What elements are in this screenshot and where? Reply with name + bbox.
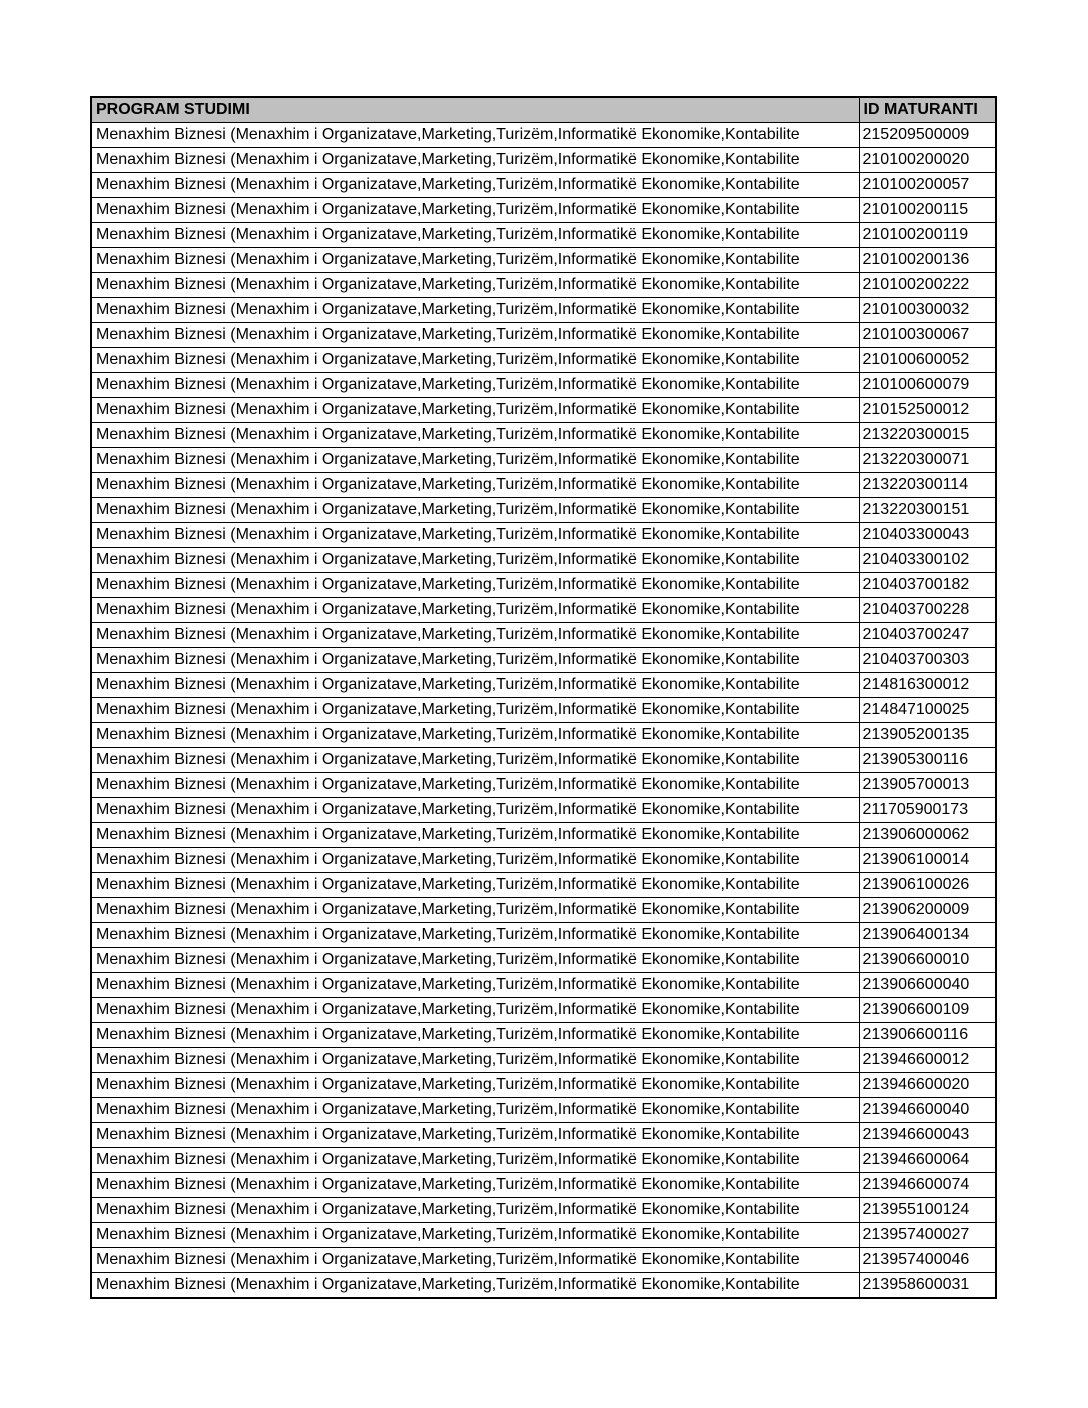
table-row bbox=[91, 923, 996, 948]
table-row bbox=[91, 748, 996, 773]
table-row bbox=[91, 198, 996, 223]
program-cell: Menaxhim Biznesi (Menaxhim i Organizatave,Marketing,Turizëm,Informatikë Ekonomike,Kontabilite bbox=[91, 548, 859, 573]
table-row bbox=[91, 298, 996, 323]
student-id-cell: 213905300116 bbox=[859, 748, 996, 773]
student-id-cell: 210100200222 bbox=[859, 273, 996, 298]
program-cell: Menaxhim Biznesi (Menaxhim i Organizatave,Marketing,Turizëm,Informatikë Ekonomike,Kontabilite bbox=[91, 1273, 859, 1299]
student-id-cell: 210403300102 bbox=[859, 548, 996, 573]
student-id-cell: 213906100026 bbox=[859, 873, 996, 898]
student-id-cell: 213946600043 bbox=[859, 1123, 996, 1148]
student-id-cell: 213220300151 bbox=[859, 498, 996, 523]
table-row bbox=[91, 998, 996, 1023]
student-id-cell: 213906600116 bbox=[859, 1023, 996, 1048]
student-id-cell: 213957400027 bbox=[859, 1223, 996, 1248]
table-row bbox=[91, 273, 996, 298]
program-cell: Menaxhim Biznesi (Menaxhim i Organizatave,Marketing,Turizëm,Informatikë Ekonomike,Kontabilite bbox=[91, 1173, 859, 1198]
student-id-cell: 213946600020 bbox=[859, 1073, 996, 1098]
student-id-cell: 211705900173 bbox=[859, 798, 996, 823]
table-row bbox=[91, 798, 996, 823]
student-id-cell: 213906400134 bbox=[859, 923, 996, 948]
program-cell: Menaxhim Biznesi (Menaxhim i Organizatave,Marketing,Turizëm,Informatikë Ekonomike,Kontabilite bbox=[91, 223, 859, 248]
table-row bbox=[91, 1123, 996, 1148]
program-cell: Menaxhim Biznesi (Menaxhim i Organizatave,Marketing,Turizëm,Informatikë Ekonomike,Kontabilite bbox=[91, 998, 859, 1023]
program-cell: Menaxhim Biznesi (Menaxhim i Organizatave,Marketing,Turizëm,Informatikë Ekonomike,Kontabilite bbox=[91, 298, 859, 323]
student-id-cell: 210100600079 bbox=[859, 373, 996, 398]
table-row bbox=[91, 323, 996, 348]
student-id-cell: 210100200057 bbox=[859, 173, 996, 198]
table-row bbox=[91, 523, 996, 548]
program-cell: Menaxhim Biznesi (Menaxhim i Organizatave,Marketing,Turizëm,Informatikë Ekonomike,Kontabilite bbox=[91, 448, 859, 473]
student-id-cell: 213946600012 bbox=[859, 1048, 996, 1073]
student-id-cell: 210100200136 bbox=[859, 248, 996, 273]
column-header-id: ID MATURANTI bbox=[859, 97, 996, 123]
student-id-cell: 210403300043 bbox=[859, 523, 996, 548]
program-cell: Menaxhim Biznesi (Menaxhim i Organizatave,Marketing,Turizëm,Informatikë Ekonomike,Kontabilite bbox=[91, 823, 859, 848]
column-header-program: PROGRAM STUDIMI bbox=[91, 97, 859, 123]
table-row bbox=[91, 598, 996, 623]
program-cell: Menaxhim Biznesi (Menaxhim i Organizatave,Marketing,Turizëm,Informatikë Ekonomike,Kontabilite bbox=[91, 248, 859, 273]
student-id-cell: 213958600031 bbox=[859, 1273, 996, 1299]
table-row bbox=[91, 498, 996, 523]
table-row bbox=[91, 173, 996, 198]
program-cell: Menaxhim Biznesi (Menaxhim i Organizatave,Marketing,Turizëm,Informatikë Ekonomike,Kontabilite bbox=[91, 473, 859, 498]
table-row bbox=[91, 248, 996, 273]
student-id-cell: 210100300032 bbox=[859, 298, 996, 323]
program-cell: Menaxhim Biznesi (Menaxhim i Organizatave,Marketing,Turizëm,Informatikë Ekonomike,Kontabilite bbox=[91, 1023, 859, 1048]
student-id-cell: 213905200135 bbox=[859, 723, 996, 748]
program-cell: Menaxhim Biznesi (Menaxhim i Organizatave,Marketing,Turizëm,Informatikë Ekonomike,Kontabilite bbox=[91, 948, 859, 973]
program-cell: Menaxhim Biznesi (Menaxhim i Organizatave,Marketing,Turizëm,Informatikë Ekonomike,Kontabilite bbox=[91, 373, 859, 398]
program-cell: Menaxhim Biznesi (Menaxhim i Organizatave,Marketing,Turizëm,Informatikë Ekonomike,Kontabilite bbox=[91, 348, 859, 373]
student-id-cell: 213955100124 bbox=[859, 1198, 996, 1223]
table-row bbox=[91, 673, 996, 698]
program-cell: Menaxhim Biznesi (Menaxhim i Organizatave,Marketing,Turizëm,Informatikë Ekonomike,Kontabilite bbox=[91, 173, 859, 198]
program-cell: Menaxhim Biznesi (Menaxhim i Organizatave,Marketing,Turizëm,Informatikë Ekonomike,Kontabilite bbox=[91, 123, 859, 148]
program-cell: Menaxhim Biznesi (Menaxhim i Organizatave,Marketing,Turizëm,Informatikë Ekonomike,Kontabilite bbox=[91, 323, 859, 348]
student-id-cell: 210100200119 bbox=[859, 223, 996, 248]
table-row bbox=[91, 348, 996, 373]
program-cell: Menaxhim Biznesi (Menaxhim i Organizatave,Marketing,Turizëm,Informatikë Ekonomike,Kontabilite bbox=[91, 773, 859, 798]
table-row bbox=[91, 373, 996, 398]
student-id-cell: 210100200115 bbox=[859, 198, 996, 223]
student-id-cell: 210403700247 bbox=[859, 623, 996, 648]
student-id-cell: 213906200009 bbox=[859, 898, 996, 923]
program-cell: Menaxhim Biznesi (Menaxhim i Organizatave,Marketing,Turizëm,Informatikë Ekonomike,Kontabilite bbox=[91, 1223, 859, 1248]
table-row bbox=[91, 773, 996, 798]
program-cell: Menaxhim Biznesi (Menaxhim i Organizatave,Marketing,Turizëm,Informatikë Ekonomike,Kontabilite bbox=[91, 1148, 859, 1173]
program-cell: Menaxhim Biznesi (Menaxhim i Organizatave,Marketing,Turizëm,Informatikë Ekonomike,Kontabilite bbox=[91, 1098, 859, 1123]
table-row bbox=[91, 1073, 996, 1098]
table-row bbox=[91, 223, 996, 248]
program-cell: Menaxhim Biznesi (Menaxhim i Organizatave,Marketing,Turizëm,Informatikë Ekonomike,Kontabilite bbox=[91, 1048, 859, 1073]
table-row bbox=[91, 1148, 996, 1173]
table-row bbox=[91, 973, 996, 998]
program-cell: Menaxhim Biznesi (Menaxhim i Organizatave,Marketing,Turizëm,Informatikë Ekonomike,Kontabilite bbox=[91, 698, 859, 723]
table-row bbox=[91, 623, 996, 648]
student-id-cell: 213220300015 bbox=[859, 423, 996, 448]
table-row bbox=[91, 423, 996, 448]
program-cell: Menaxhim Biznesi (Menaxhim i Organizatave,Marketing,Turizëm,Informatikë Ekonomike,Kontabilite bbox=[91, 423, 859, 448]
program-cell: Menaxhim Biznesi (Menaxhim i Organizatave,Marketing,Turizëm,Informatikë Ekonomike,Kontabilite bbox=[91, 1198, 859, 1223]
student-id-cell: 213220300114 bbox=[859, 473, 996, 498]
student-id-cell: 213946600074 bbox=[859, 1173, 996, 1198]
table-row bbox=[91, 448, 996, 473]
program-cell: Menaxhim Biznesi (Menaxhim i Organizatave,Marketing,Turizëm,Informatikë Ekonomike,Kontabilite bbox=[91, 398, 859, 423]
document-page bbox=[90, 96, 995, 1299]
program-cell: Menaxhim Biznesi (Menaxhim i Organizatave,Marketing,Turizëm,Informatikë Ekonomike,Kontabilite bbox=[91, 573, 859, 598]
program-cell: Menaxhim Biznesi (Menaxhim i Organizatave,Marketing,Turizëm,Informatikë Ekonomike,Kontabilite bbox=[91, 848, 859, 873]
table-row bbox=[91, 873, 996, 898]
student-id-cell: 213220300071 bbox=[859, 448, 996, 473]
student-id-cell: 213906000062 bbox=[859, 823, 996, 848]
table-row bbox=[91, 1198, 996, 1223]
student-id-cell: 213946600064 bbox=[859, 1148, 996, 1173]
program-cell: Menaxhim Biznesi (Menaxhim i Organizatave,Marketing,Turizëm,Informatikë Ekonomike,Kontabilite bbox=[91, 723, 859, 748]
program-cell: Menaxhim Biznesi (Menaxhim i Organizatave,Marketing,Turizëm,Informatikë Ekonomike,Kontabilite bbox=[91, 748, 859, 773]
program-cell: Menaxhim Biznesi (Menaxhim i Organizatave,Marketing,Turizëm,Informatikë Ekonomike,Kontabilite bbox=[91, 648, 859, 673]
table-row bbox=[91, 123, 996, 148]
table-row bbox=[91, 823, 996, 848]
table-row bbox=[91, 148, 996, 173]
program-cell: Menaxhim Biznesi (Menaxhim i Organizatave,Marketing,Turizëm,Informatikë Ekonomike,Kontabilite bbox=[91, 523, 859, 548]
table-row bbox=[91, 473, 996, 498]
table-row bbox=[91, 548, 996, 573]
student-id-cell: 213905700013 bbox=[859, 773, 996, 798]
table-row bbox=[91, 948, 996, 973]
student-id-cell: 210152500012 bbox=[859, 398, 996, 423]
table-row bbox=[91, 898, 996, 923]
program-cell: Menaxhim Biznesi (Menaxhim i Organizatave,Marketing,Turizëm,Informatikë Ekonomike,Kontabilite bbox=[91, 898, 859, 923]
table-row bbox=[91, 1273, 996, 1299]
program-cell: Menaxhim Biznesi (Menaxhim i Organizatave,Marketing,Turizëm,Informatikë Ekonomike,Kontabilite bbox=[91, 673, 859, 698]
table-row bbox=[91, 1023, 996, 1048]
student-id-cell: 213906600109 bbox=[859, 998, 996, 1023]
program-cell: Menaxhim Biznesi (Menaxhim i Organizatave,Marketing,Turizëm,Informatikë Ekonomike,Kontabilite bbox=[91, 973, 859, 998]
student-id-cell: 210403700228 bbox=[859, 598, 996, 623]
program-cell: Menaxhim Biznesi (Menaxhim i Organizatave,Marketing,Turizëm,Informatikë Ekonomike,Kontabilite bbox=[91, 148, 859, 173]
table-row bbox=[91, 1248, 996, 1273]
student-id-cell: 214847100025 bbox=[859, 698, 996, 723]
table-row bbox=[91, 723, 996, 748]
student-id-cell: 214816300012 bbox=[859, 673, 996, 698]
student-id-cell: 210403700182 bbox=[859, 573, 996, 598]
program-cell: Menaxhim Biznesi (Menaxhim i Organizatave,Marketing,Turizëm,Informatikë Ekonomike,Kontabilite bbox=[91, 873, 859, 898]
table-header-row bbox=[91, 97, 996, 123]
program-cell: Menaxhim Biznesi (Menaxhim i Organizatave,Marketing,Turizëm,Informatikë Ekonomike,Kontabilite bbox=[91, 1073, 859, 1098]
program-cell: Menaxhim Biznesi (Menaxhim i Organizatave,Marketing,Turizëm,Informatikë Ekonomike,Kontabilite bbox=[91, 198, 859, 223]
table-row bbox=[91, 1048, 996, 1073]
student-id-cell: 213946600040 bbox=[859, 1098, 996, 1123]
table-body bbox=[91, 123, 996, 1299]
student-id-cell: 213957400046 bbox=[859, 1248, 996, 1273]
student-id-cell: 213906100014 bbox=[859, 848, 996, 873]
program-cell: Menaxhim Biznesi (Menaxhim i Organizatave,Marketing,Turizëm,Informatikë Ekonomike,Kontabilite bbox=[91, 623, 859, 648]
table-row bbox=[91, 1223, 996, 1248]
program-cell: Menaxhim Biznesi (Menaxhim i Organizatave,Marketing,Turizëm,Informatikë Ekonomike,Kontabilite bbox=[91, 598, 859, 623]
table-row bbox=[91, 698, 996, 723]
program-cell: Menaxhim Biznesi (Menaxhim i Organizatave,Marketing,Turizëm,Informatikë Ekonomike,Kontabilite bbox=[91, 923, 859, 948]
table-row bbox=[91, 648, 996, 673]
table-row bbox=[91, 398, 996, 423]
student-id-cell: 210403700303 bbox=[859, 648, 996, 673]
table-row bbox=[91, 848, 996, 873]
table-row bbox=[91, 1173, 996, 1198]
student-id-cell: 210100300067 bbox=[859, 323, 996, 348]
student-id-cell: 215209500009 bbox=[859, 123, 996, 148]
program-cell: Menaxhim Biznesi (Menaxhim i Organizatave,Marketing,Turizëm,Informatikë Ekonomike,Kontabilite bbox=[91, 273, 859, 298]
program-cell: Menaxhim Biznesi (Menaxhim i Organizatave,Marketing,Turizëm,Informatikë Ekonomike,Kontabilite bbox=[91, 498, 859, 523]
table-row bbox=[91, 573, 996, 598]
student-id-cell: 213906600040 bbox=[859, 973, 996, 998]
program-cell: Menaxhim Biznesi (Menaxhim i Organizatave,Marketing,Turizëm,Informatikë Ekonomike,Kontabilite bbox=[91, 798, 859, 823]
student-id-cell: 213906600010 bbox=[859, 948, 996, 973]
student-list-table bbox=[90, 96, 997, 1299]
student-id-cell: 210100600052 bbox=[859, 348, 996, 373]
program-cell: Menaxhim Biznesi (Menaxhim i Organizatave,Marketing,Turizëm,Informatikë Ekonomike,Kontabilite bbox=[91, 1248, 859, 1273]
student-id-cell: 210100200020 bbox=[859, 148, 996, 173]
table-row bbox=[91, 1098, 996, 1123]
program-cell: Menaxhim Biznesi (Menaxhim i Organizatave,Marketing,Turizëm,Informatikë Ekonomike,Kontabilite bbox=[91, 1123, 859, 1148]
